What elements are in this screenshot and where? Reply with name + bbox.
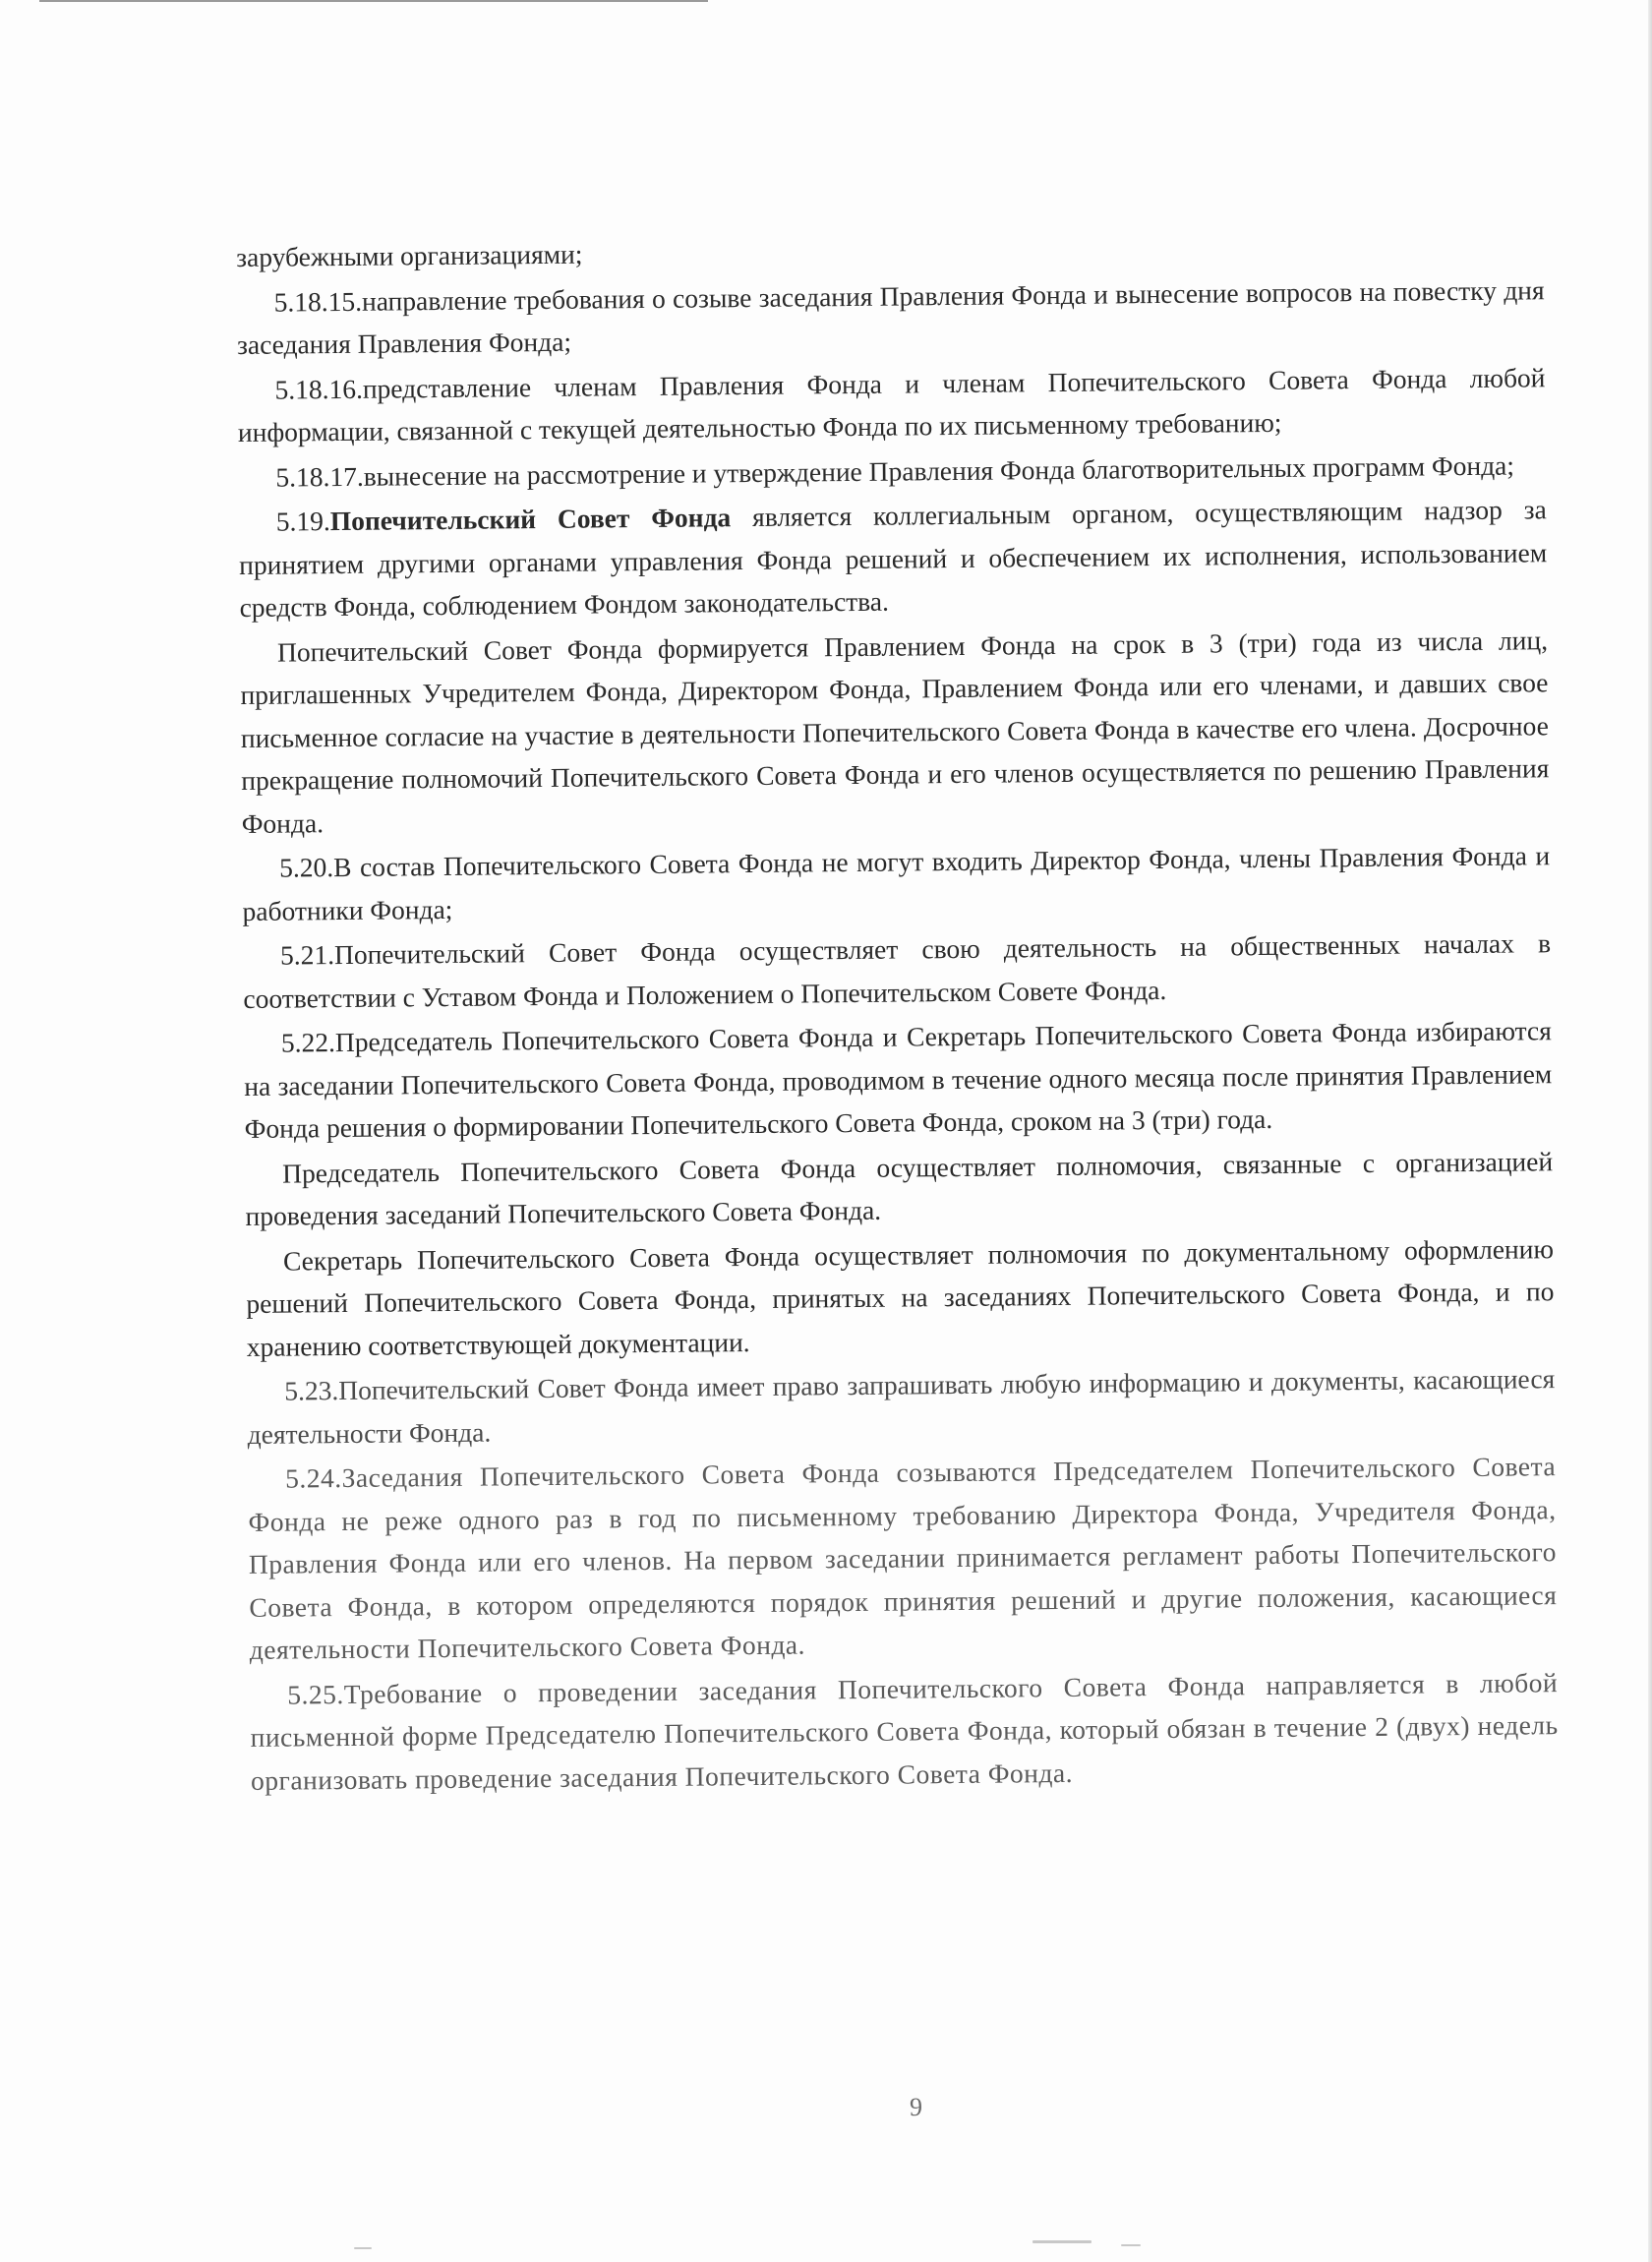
scan-top-edge (39, 0, 708, 2)
paragraph-5-20: 5.20.В состав Попечительского Совета Фонда не могут входить Директор Фонда, члены Правления Фонда и работники Фонда; (242, 840, 1551, 926)
paragraph-5-19-formation: Попечительский Совет Фонда формируется Правлением Фонда на срок в 3 (три) года из числа лиц, приглашенных Учредителем Фонда, Директором Фонда, Правлением Фонда или его членами, и давших свое письменное согласие на участие в деятельности Попечительского Совета Фонда в качестве его члена. Досрочное прекращение полномочий Попечительского Совета Фонда и его членов осуществляется по решению Правления Фонда. (240, 624, 1550, 839)
bold-term: Попечительский Совет Фонда (329, 502, 732, 537)
scan-speck (354, 2247, 372, 2249)
paragraph-5-18-16: 5.18.16.представление членам Правления Фонда и членам Попечительского Совета Фонда любой информации, связанной с текущей деятельностью Фонда по их письменному требованию; (237, 361, 1546, 447)
paragraph-chairman: Председатель Попечительского Совета Фонда осуществляет полномочия, связанные с организацией проведения заседаний Попечительского Совета Фонда. (245, 1145, 1554, 1231)
paragraph-5-22: 5.22.Председатель Попечительского Совета Фонда и Секретарь Попечительского Совета Фонда избираются на заседании Попечительского Совета Фонда, проводимом в течение одного месяца после принятия Правлением Фонда решения о формировании Попечительского Совета Фонда, сроком на 3 (три) года. (244, 1015, 1553, 1144)
paragraph-5-21: 5.21.Попечительский Совет Фонда осуществляет свою деятельность на общественных началах в соответствии с Уставом Фонда и Положением о Попечительском Совете Фонда. (243, 927, 1552, 1014)
paragraph-5-23: 5.23.Попечительский Совет Фонда имеет право запрашивать любую информацию и документы, касающиеся деятельности Фонда. (247, 1363, 1556, 1450)
clause-number: 5.19. (275, 506, 330, 537)
scan-speck (1121, 2244, 1141, 2246)
page-number: 9 (910, 2093, 922, 2121)
scan-right-edge (1648, 0, 1652, 2262)
scan-speck (1032, 2240, 1092, 2243)
clause-text: является коллегиальным органом, осуществляющим надзор за принятием другими органами управления Фонда решений и обеспечением их исполнения, использованием средств Фонда, соблюдением Фондом законодательства. (239, 494, 1548, 623)
paragraph-5-18-15: 5.18.15.направление требования о созыве заседания Правления Фонда и вынесение вопросов на повестку дня заседания Правления Фонда; (236, 273, 1545, 360)
paragraph-5-25: 5.25.Требование о проведении заседания Попечительского Совета Фонда направляется в любой письменной форме Председателю Попечительского Совета Фонда, который обязан в течение 2 (двух) недель организовать проведение заседания Попечительского Совета Фонда. (250, 1666, 1559, 1796)
paragraph-5-18-17: 5.18.17.вынесение на рассмотрение и утверждение Правления Фонда благотворительных программ Фонда; (275, 449, 1515, 493)
paragraph: зарубежными организациями; (236, 238, 583, 272)
paragraph-5-19 (239, 488, 1548, 628)
paragraph-5-24: 5.24.Заседания Попечительского Совета Фонда созываются Председателем Попечительского Совета Фонда не реже одного раз в год по письменному требованию Директора Фонда, Учредителя Фонда, Правления Фонда или его членов. На первом заседании принимается регламент работы Попечительского Совета Фонда, в котором определяются порядок принятия решений и другие положения, касающиеся деятельности Попечительского Совета Фонда. (248, 1451, 1558, 1665)
paragraph-secretary: Секретарь Попечительского Совета Фонда осуществляет полномочия по документальному оформлению решений Попечительского Совета Фонда, принятых на заседаниях Попечительского Совета Фонда, и по хранению соответствующей документации. (246, 1232, 1555, 1362)
document-body (236, 223, 1559, 1804)
